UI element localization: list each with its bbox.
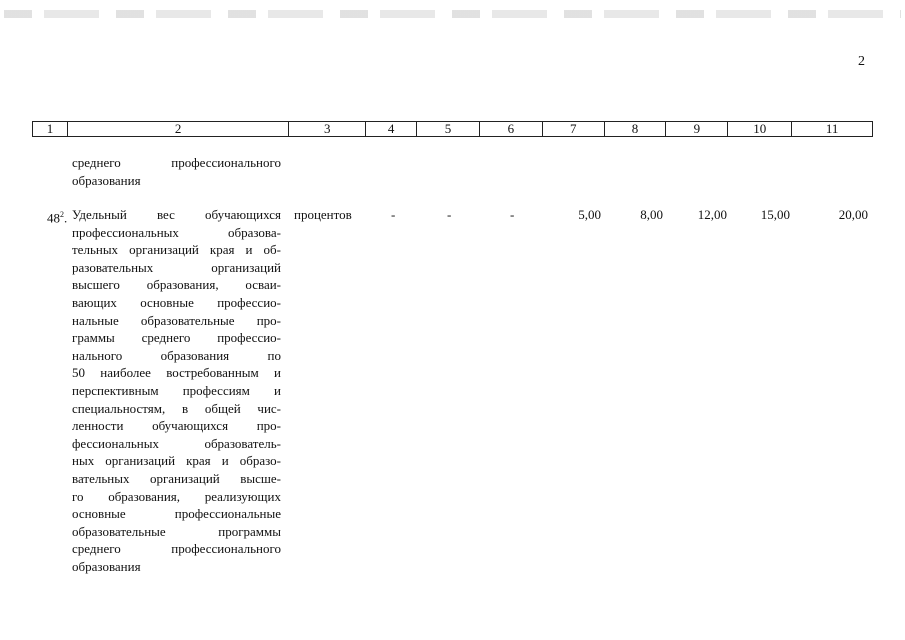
value-col-10: 15,00 <box>760 207 790 222</box>
continuation-line: среднего профессионального <box>72 155 281 170</box>
unit-cell: процентов <box>294 207 352 222</box>
description-line: образования <box>72 558 141 574</box>
value-col-9: 12,00 <box>697 207 727 222</box>
value-col-4: - <box>391 207 396 222</box>
description-line: нальные образовательные про- <box>72 312 281 328</box>
description-line: ных организаций края и образо- <box>72 453 281 469</box>
value-col-7: 5,00 <box>578 207 601 222</box>
header-col-6: 6 <box>480 122 543 136</box>
value-col-6: - <box>510 207 515 222</box>
header-col-9: 9 <box>666 122 728 136</box>
scan-artifact-top <box>4 10 901 18</box>
page-number: 2 <box>858 54 865 69</box>
row-number-suffix: . <box>64 210 68 226</box>
description-line: фессиональных образователь- <box>72 435 281 451</box>
value-col-5: - <box>447 207 452 222</box>
description-line: нального образования по <box>72 347 281 363</box>
description-line: основные профессиональные <box>72 506 281 522</box>
continuation-line: образования <box>72 172 141 188</box>
indicator-description <box>72 206 281 575</box>
continuation-text <box>72 154 281 189</box>
header-col-3: 3 <box>289 122 366 136</box>
description-line: высшего образования, осваи- <box>72 277 281 293</box>
header-col-10: 10 <box>728 122 792 136</box>
description-line: вающих основные профессио- <box>72 294 281 310</box>
header-col-4: 4 <box>366 122 417 136</box>
description-line: среднего профессионального <box>72 541 281 557</box>
row-number-value: 48 <box>47 210 60 226</box>
table-header <box>32 121 873 137</box>
description-line: образовательные программы <box>72 523 281 539</box>
row-number-superscript: 2 <box>60 210 64 219</box>
description-line: специальностям, в общей чис- <box>72 400 281 416</box>
header-col-7: 7 <box>543 122 605 136</box>
description-line: тельных организаций края и об- <box>72 242 281 258</box>
header-col-11: 11 <box>825 121 839 136</box>
value-col-11: 20,00 <box>838 207 868 222</box>
description-line: ленности обучающихся про- <box>72 418 281 434</box>
description-line: Удельный вес обучающихся <box>72 207 281 222</box>
header-col-5: 5 <box>417 122 480 136</box>
description-line: профессиональных образова- <box>72 224 281 240</box>
row-number <box>47 206 67 227</box>
value-col-8: 8,00 <box>640 207 663 222</box>
description-line: разовательных организаций <box>72 259 281 275</box>
header-col-2: 2 <box>68 122 289 136</box>
description-line: перспективным профессиям и <box>72 382 281 398</box>
header-col-1: 1 <box>33 122 68 136</box>
header-col-8: 8 <box>605 122 667 136</box>
description-line: вательных организаций высше- <box>72 470 281 486</box>
description-line: го образования, реализующих <box>72 488 281 504</box>
description-line: граммы среднего профессио- <box>72 330 281 346</box>
description-line: 50 наиболее востребованным и <box>72 365 281 381</box>
